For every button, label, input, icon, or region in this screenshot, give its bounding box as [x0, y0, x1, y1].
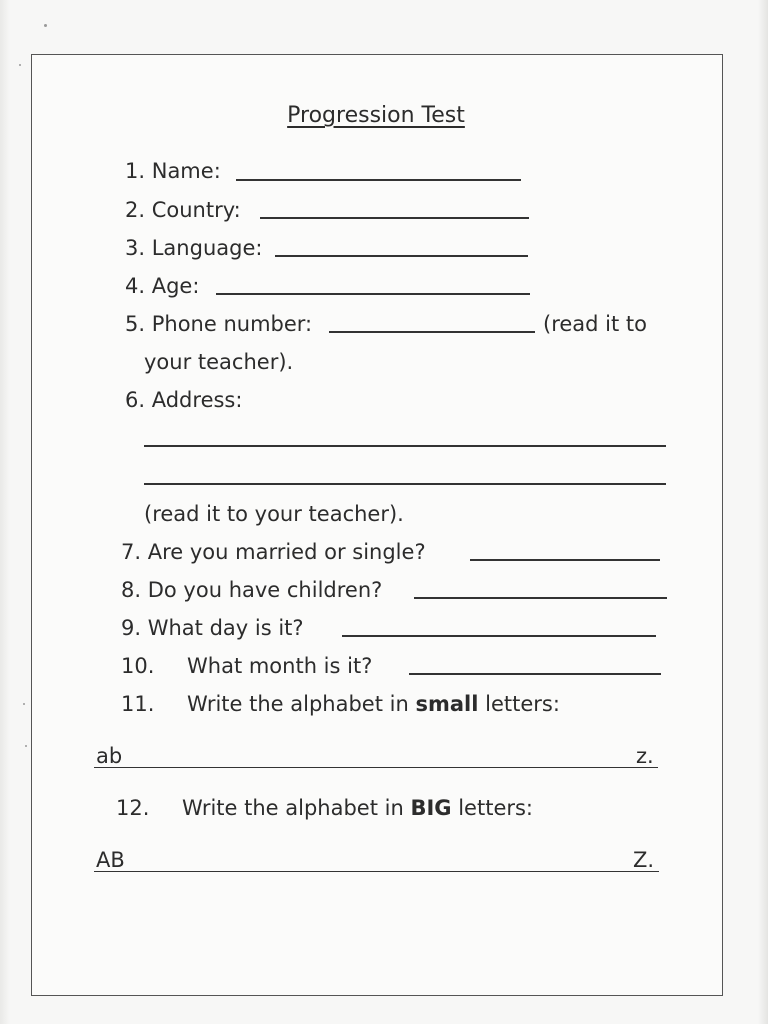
question-5-note: (read it to [543, 312, 647, 336]
day-answer-line[interactable] [342, 635, 656, 637]
question-label: What day is it? [147, 616, 304, 640]
question-6 [125, 387, 242, 413]
scan-speck [44, 24, 47, 27]
question-8 [121, 577, 382, 603]
question-number: 2. [125, 198, 146, 222]
question-label: Age: [151, 274, 200, 298]
question-emphasis: BIG [410, 796, 452, 820]
question-number: 8. [121, 578, 142, 602]
question-label: Name: [151, 159, 221, 183]
alphabet-start-big: AB [96, 848, 125, 872]
question-10 [121, 653, 372, 679]
question-number: 11. [121, 692, 155, 716]
question-label: Language: [151, 236, 263, 260]
alphabet-end-big: Z. [633, 848, 655, 872]
question-label: Do you have children? [147, 578, 383, 602]
worksheet-page [31, 54, 723, 996]
question-2 [125, 197, 241, 223]
language-answer-line[interactable] [275, 255, 528, 257]
question-number: 7. [121, 540, 142, 564]
question-label: Write the alphabet in [187, 692, 409, 716]
question-number: 4. [125, 274, 146, 298]
question-3 [125, 235, 262, 261]
question-1 [125, 158, 221, 184]
question-number: 1. [125, 159, 146, 183]
question-4 [125, 273, 199, 299]
children-answer-line[interactable] [414, 597, 667, 599]
question-6-continuation: (read it to your teacher). [144, 502, 404, 526]
month-answer-line[interactable] [409, 673, 661, 675]
question-number: 5. [125, 312, 146, 336]
age-answer-line[interactable] [216, 293, 530, 295]
marital-status-answer-line[interactable] [470, 559, 660, 561]
question-number: 6. [125, 388, 146, 412]
question-number: 9. [121, 616, 142, 640]
question-9 [121, 615, 304, 641]
name-answer-line[interactable] [236, 179, 521, 181]
phone-answer-line[interactable] [329, 331, 535, 333]
question-label: Are you married or single? [147, 540, 426, 564]
question-label: Phone number: [151, 312, 313, 336]
scan-edge-right [758, 0, 768, 1024]
country-answer-line[interactable] [260, 217, 529, 219]
scan-speck [23, 703, 25, 705]
scan-speck [19, 64, 21, 66]
question-12 [116, 795, 533, 821]
question-label: What month is it? [187, 654, 373, 678]
question-5-continuation: your teacher). [144, 350, 294, 374]
question-label-end: letters: [458, 796, 534, 820]
alphabet-end-small: z. [636, 744, 654, 768]
alphabet-start-small: ab [96, 744, 123, 768]
address-answer-line-1[interactable] [144, 445, 666, 447]
question-label-end: letters: [485, 692, 560, 716]
scan-edge-left [0, 0, 10, 1024]
question-number: 12. [116, 796, 150, 820]
small-alphabet-answer-line[interactable] [94, 767, 658, 768]
question-11 [121, 691, 560, 717]
big-alphabet-answer-line[interactable] [94, 871, 659, 872]
question-label: Country: [151, 198, 241, 222]
question-label: Address: [151, 388, 243, 412]
question-number: 3. [125, 236, 146, 260]
address-answer-line-2[interactable] [144, 483, 666, 485]
question-number: 10. [121, 654, 155, 678]
question-emphasis: small [415, 692, 479, 716]
scan-speck [25, 745, 27, 747]
question-5 [125, 311, 312, 337]
question-label: Write the alphabet in [182, 796, 404, 820]
question-7 [121, 539, 426, 565]
page-title: Progression Test [287, 103, 465, 128]
